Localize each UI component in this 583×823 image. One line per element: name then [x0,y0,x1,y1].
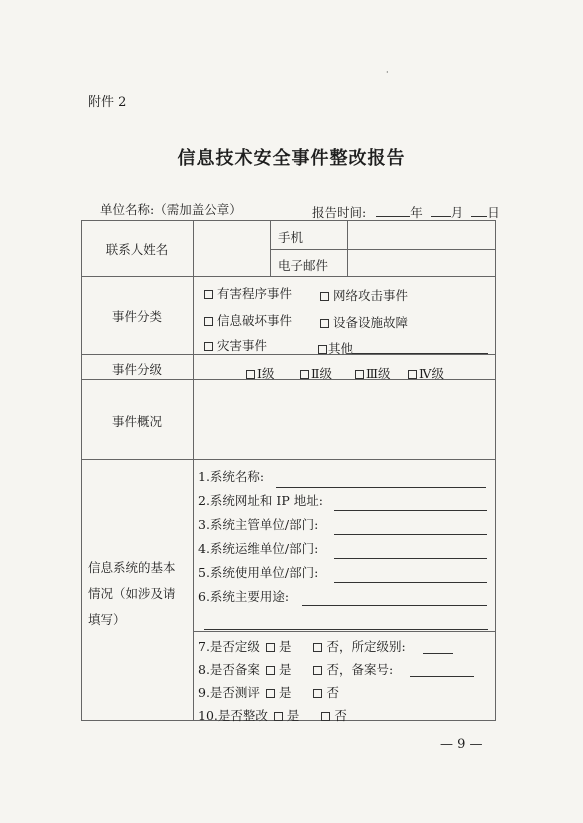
no-checkbox[interactable] [313,689,322,698]
checkbox[interactable] [300,370,309,379]
category-option[interactable]: 有害程序事件 [204,284,292,302]
no-checkbox[interactable] [313,666,322,675]
grade-level-blank[interactable] [423,653,453,654]
document-title: 信息技术安全事件整改报告 [177,148,406,169]
column-divider [193,220,194,721]
checkbox[interactable] [246,370,255,379]
phone-label: 手机 [278,230,304,245]
category-option[interactable]: 信息破坏事件 [204,311,292,329]
system-label: 信息系统的基本 情况（如涉及请 填写） [88,560,176,627]
yes-checkbox[interactable] [266,666,275,675]
question-rectified: 10.是否整改 是 否 [198,708,347,723]
report-time-label: 报告时间: [312,205,367,220]
email-label: 电子邮件 [278,258,329,273]
grade-label: 事件分级 [111,362,162,377]
grade-option[interactable]: Ⅱ级 [300,364,332,382]
overview-label: 事件概况 [111,414,162,429]
phone-field[interactable] [350,222,494,247]
other-blank[interactable] [352,353,488,354]
checkbox[interactable] [204,290,213,299]
month-label: 月 [450,205,464,220]
system-user-blank[interactable] [334,582,487,583]
system-purpose-blank[interactable] [302,605,487,606]
grade-option[interactable]: Ⅰ级 [246,364,274,382]
contact-col-divider [347,220,348,276]
attachment-label: 附件 2 [88,95,127,110]
row-divider [81,276,496,277]
system-name-blank[interactable] [276,487,486,488]
system-user-item: 5.系统使用单位/部门: [198,565,319,580]
report-time [312,203,500,221]
no-checkbox[interactable] [313,643,322,652]
system-address-item: 2.系统网址和 IP 地址: [198,493,323,508]
yes-checkbox[interactable] [266,643,275,652]
checkbox[interactable] [204,317,213,326]
yes-checkbox[interactable] [266,689,275,698]
category-option[interactable]: 灾害事件 [204,336,267,354]
grade-option[interactable]: Ⅲ级 [355,364,391,382]
system-address-blank[interactable] [334,510,487,511]
row-divider [81,354,496,355]
email-field[interactable] [350,251,494,274]
contact-name-field[interactable] [196,222,268,274]
day-label: 日 [487,205,500,220]
grade-option[interactable]: Ⅳ级 [408,364,444,382]
checkbox[interactable] [355,370,364,379]
overview-field[interactable] [196,382,494,457]
page-number: — 9 — [440,737,483,752]
checkbox[interactable] [318,345,327,354]
checkbox[interactable] [204,342,213,351]
category-label: 事件分类 [111,309,162,324]
question-graded: 7.是否定级 是 否，所定级别: [198,639,406,654]
category-option-other[interactable]: 其他 [318,339,353,357]
year-label: 年 [410,205,423,220]
no-checkbox[interactable] [321,712,330,721]
contact-divider [270,249,496,250]
unit-name-label: 单位名称:（需加盖公章） [100,202,242,217]
system-ops-blank[interactable] [334,558,487,559]
question-filed: 8.是否备案 是 否，备案号: [198,662,394,677]
contact-col-divider [270,220,271,276]
checkbox[interactable] [408,370,417,379]
category-option[interactable]: 设备设施故障 [320,313,408,331]
year-blank[interactable] [376,204,410,217]
row-divider [81,459,496,460]
system-name-item: 1.系统名称: [198,469,265,484]
filing-number-blank[interactable] [410,676,474,677]
scan-speck: · [386,68,389,77]
category-option[interactable]: 网络攻击事件 [320,286,408,304]
month-blank[interactable] [431,204,451,217]
system-purpose-blank-2[interactable] [204,629,488,630]
system-purpose-item: 6.系统主要用途: [198,589,290,604]
question-evaluated: 9.是否测评 是 否 [198,685,339,700]
system-divider [193,631,496,632]
checkbox[interactable] [320,319,329,328]
checkbox[interactable] [320,292,329,301]
system-owner-item: 3.系统主管单位/部门: [198,517,319,532]
contact-name-label: 联系人姓名 [105,242,169,257]
system-ops-item: 4.系统运维单位/部门: [198,541,319,556]
system-owner-blank[interactable] [334,534,487,535]
day-blank[interactable] [471,204,487,217]
yes-checkbox[interactable] [274,712,283,721]
